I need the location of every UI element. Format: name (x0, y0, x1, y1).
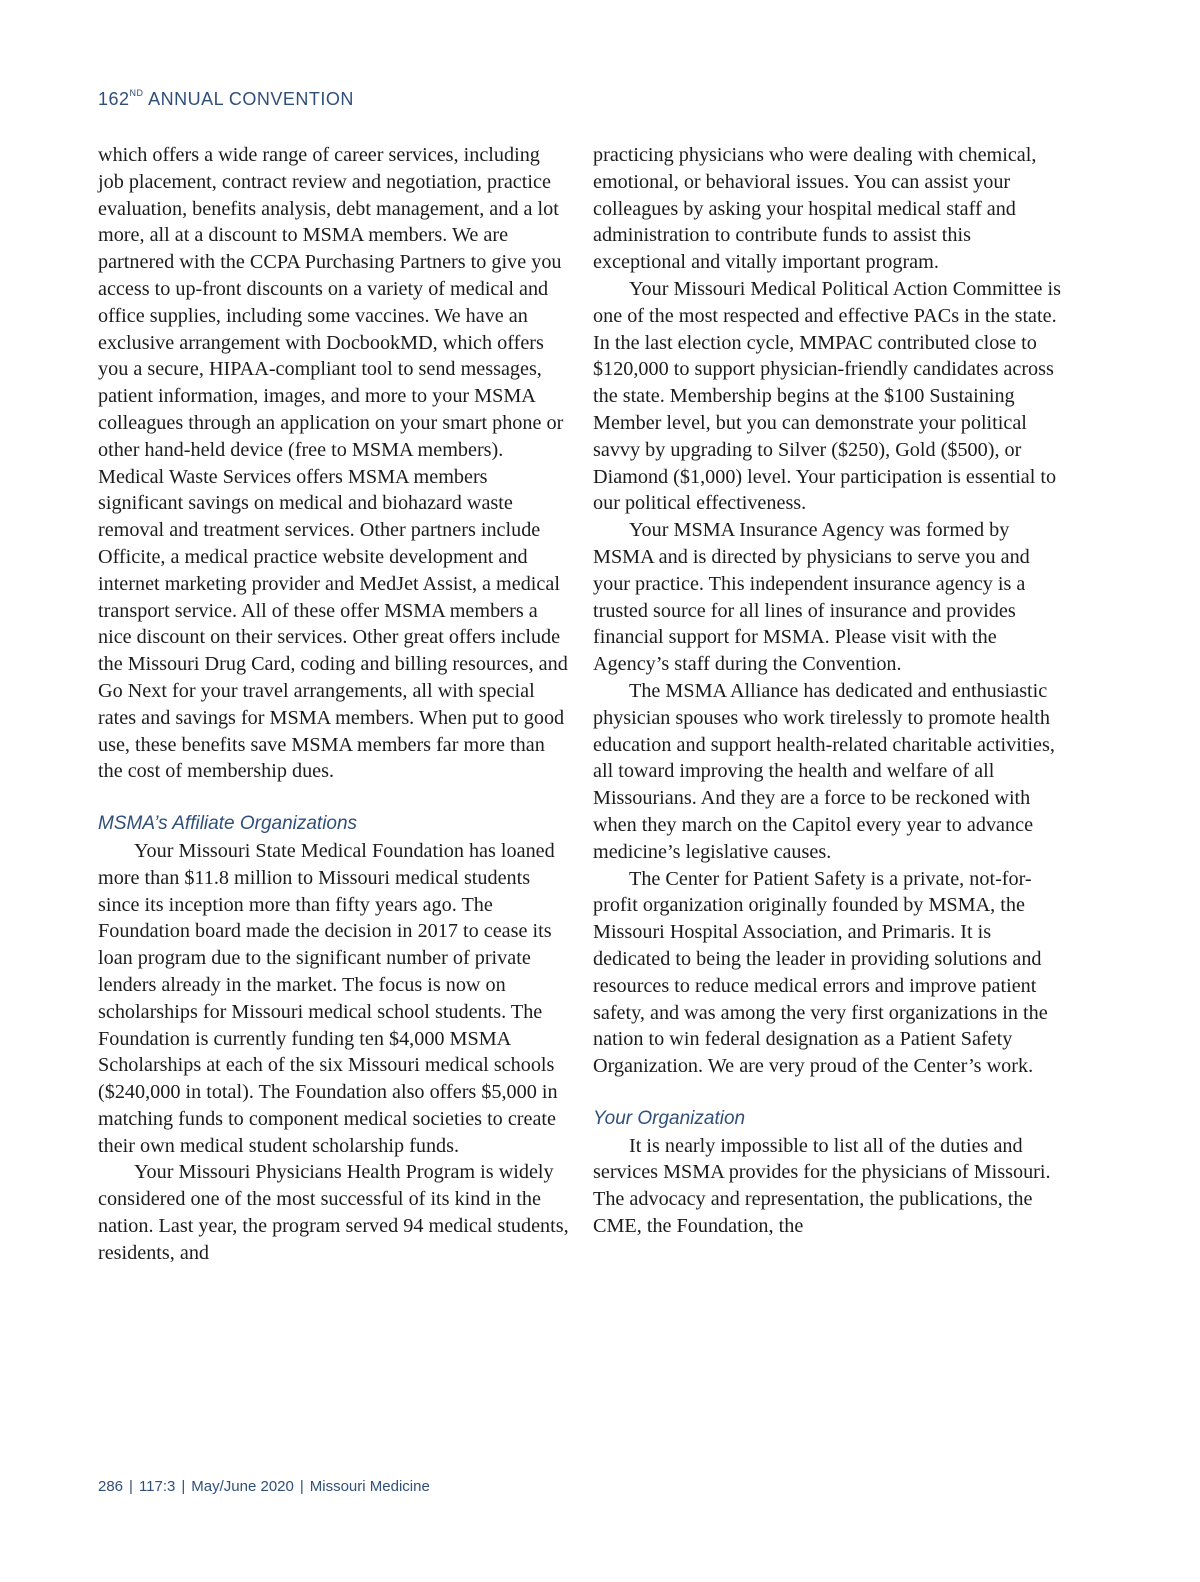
convention-title: ANNUAL CONVENTION (148, 89, 354, 109)
subheading-affiliate-organizations: MSMA’s Affiliate Organizations (98, 813, 358, 835)
journal-name: Missouri Medicine (309, 1478, 430, 1495)
paragraph-center-patient-safety: The Center for Patient Safety is a private, not-for-profit organization originally founded by MSMA, the Missouri Hospital Association, and Primaris. It is dedicated to being the leader in providing solutions and resources to reduce medical errors and improve patient safety, and was among the very first organizations in the nation to win federal designation as a Patient Safety Organization. We are very proud of the Center’s work. (593, 867, 1048, 1078)
subheading-your-organization: Your Organization (593, 1107, 746, 1129)
footer-separator: | (181, 1478, 186, 1495)
paragraph-your-organization: It is nearly impossible to list all of the duties and services MSMA provides for the physicians of Missouri. The advocacy and representation, the publications, the CME, the Foundation, the (593, 1134, 1051, 1238)
running-header (98, 88, 354, 110)
paragraph-member-benefits: which offers a wide range of career services, including job placement, contract review and negotiation, practice evaluation, benefits analysis, debt management, and a lot more, all at a discount to MSMA members. We are partnered with the CCPA Purchasing Partners to give you access to up-front discounts on a variety of medical and office supplies, including some vaccines. We have an exclusive arrangement with DocbookMD, which offers you a secure, HIPAA-compliant tool to send messages, patient information, images, and more to your MSMA colleagues through an application on your smart phone or other hand-held device (free to MSMA members). Medical Waste Services offers MSMA members significant savings on medical and biohazard waste removal and treatment services. Other partners include Officite, a medical practice website development and internet marketing provider and MedJet Assist, a medical transport service. All of these offer MSMA members a nice discount on their services. Other great offers include the Missouri Drug Card, coding and billing resources, and Go Next for your travel arrangements, all with special rates and savings for MSMA members. When put to good use, these benefits save MSMA members far more than the cost of membership dues. (98, 144, 568, 783)
paragraph-insurance-agency: Your MSMA Insurance Agency was formed by MSMA and is directed by physicians to serve you and your practice. This independent insurance agency is a trusted source for all lines of insurance and provides financial support for MSMA. Please visit with the Agency’s staff during the Convention. (593, 519, 1030, 676)
issue-number: 117:3 (138, 1478, 176, 1495)
convention-number: 162 (98, 89, 130, 109)
paragraph-alliance: The MSMA Alliance has dedicated and enthusiastic physician spouses who work tirelessly to promote health education and support health-related charitable activities, all toward improving the health and welfare of all Missourians. And they are a force to be reckoned with when they march on the Capitol every year to advance medicine’s legislative causes. (593, 679, 1055, 863)
left-column (98, 142, 570, 1267)
footer-separator: | (299, 1478, 304, 1495)
paragraph-physicians-health-program: Your Missouri Physicians Health Program is widely considered one of the most successful of its kind in the nation. Last year, the program served 94 medical students, residents, and (98, 1161, 569, 1264)
paragraph-mmpac: Your Missouri Medical Political Action Committee is one of the most respected and effective PACs in the state. In the last election cycle, MMPAC contributed close to $120,000 to support physician-friendly candidates across the state. Membership begins at the $100 Sustaining Member level, but you can demonstrate your political savvy by upgrading to Silver ($250), Gold ($500), or Diamond ($1,000) level. Your participation is essential to our political effectiveness. (593, 277, 1061, 515)
footer-separator: | (129, 1478, 133, 1495)
right-column (593, 142, 1065, 1240)
paragraph-php-continued: practicing physicians who were dealing with chemical, emotional, or behavioral issues. You can assist your colleagues by asking your hospital medical staff and administration to contribute funds to assist this exceptional and vitally important program. (593, 144, 1037, 274)
page-footer (98, 1478, 430, 1495)
page-number: 286 (98, 1478, 124, 1495)
paragraph-foundation: Your Missouri State Medical Foundation has loaned more than $11.8 million to Missouri medical students since its inception more than fifty years ago. The Foundation board made the decision in 2017 to cease its loan program due to the significant number of private lenders already in the market. The focus is now on scholarships for Missouri medical school students. The Foundation is currently funding ten $4,000 MSMA Scholarships at each of the six Missouri medical schools ($240,000 in total). The Foundation also offers $5,000 in matching funds to component medical societies to create their own medical student scholarship funds. (98, 839, 558, 1157)
ordinal-suffix: ND (129, 88, 144, 98)
issue-date: May/June 2020 (191, 1478, 294, 1495)
